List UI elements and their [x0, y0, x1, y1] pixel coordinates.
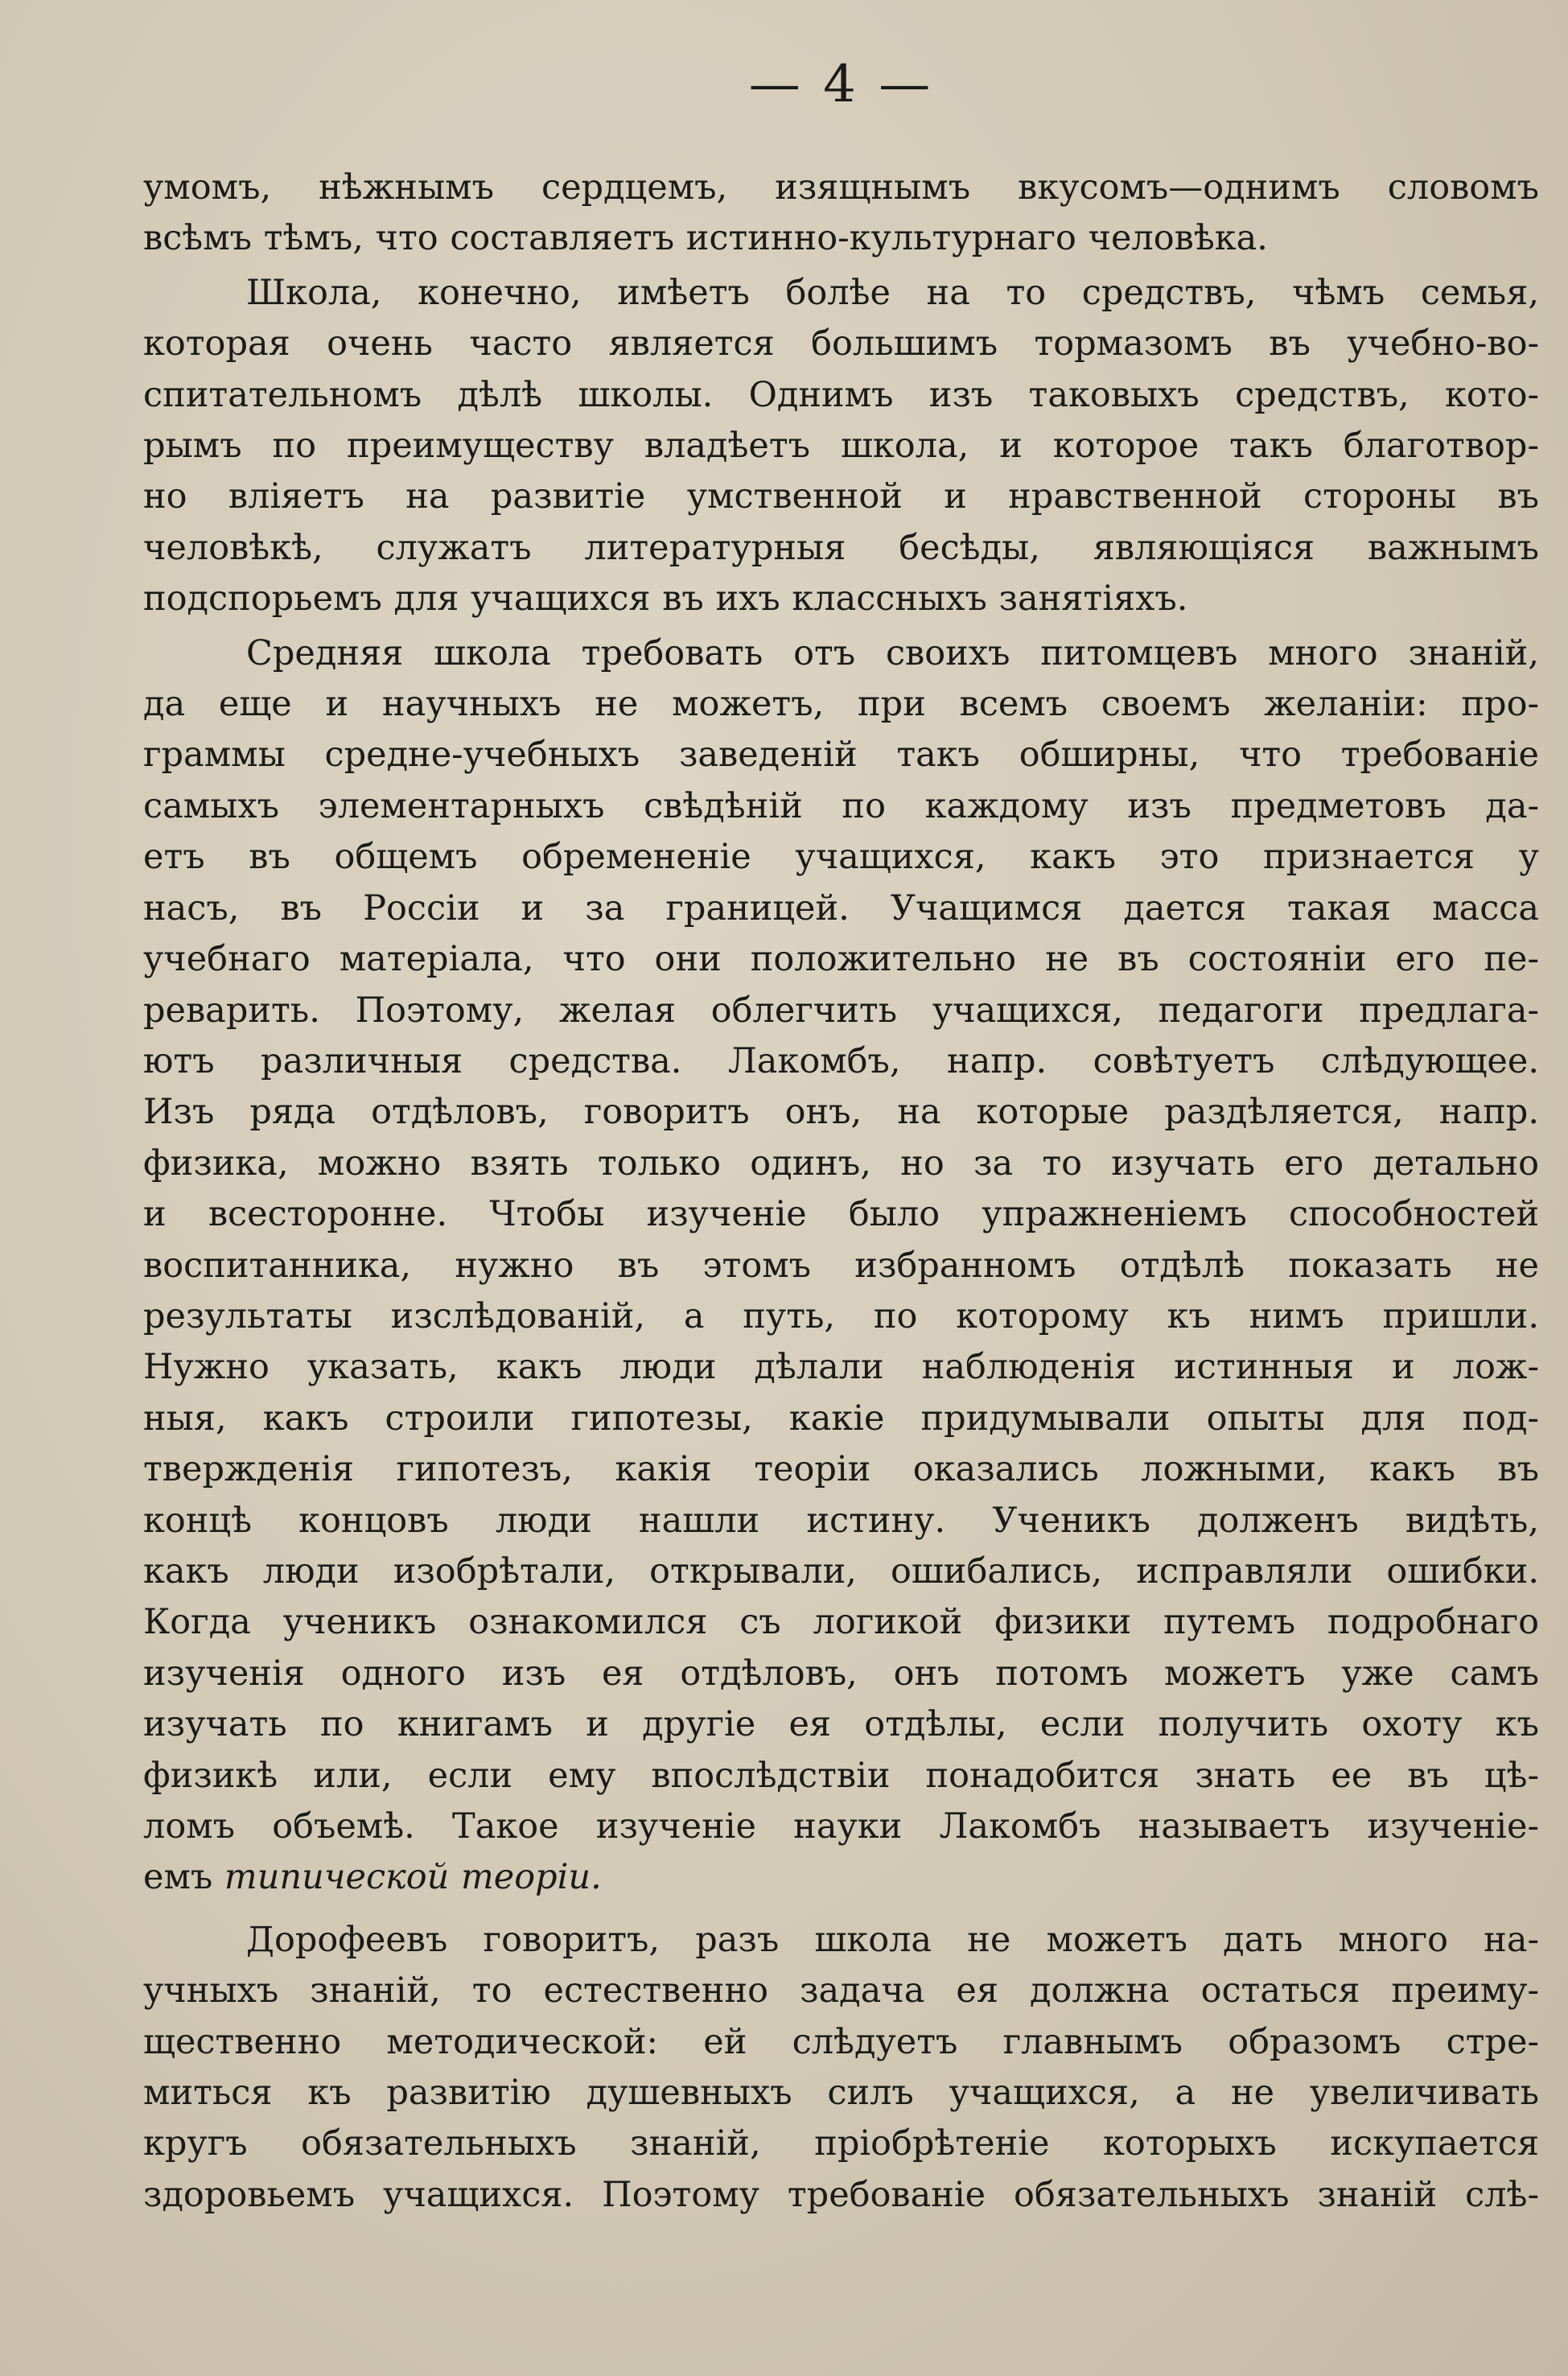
text-line: физикѣ или, если ему впослѣдствіи понадобится знать ее въ цѣ-: [143, 1755, 1539, 1796]
text-line: Дорофеевъ говоритъ, разъ школа не можетъ дать много на-: [246, 1919, 1539, 1960]
text-line: которая очень часто является большимъ тормазомъ въ учебно-во-: [143, 323, 1539, 364]
text-line: изученія одного изъ ея отдѣловъ, онъ потомъ можетъ уже самъ: [143, 1653, 1539, 1694]
text-line: воспитанника, нужно въ этомъ избранномъ отдѣлѣ показать не: [143, 1245, 1539, 1286]
paragraph-4: [143, 1915, 1539, 2221]
paragraph-1: [143, 163, 1539, 265]
text-line: Изъ ряда отдѣловъ, говоритъ онъ, на которые раздѣляется, напр.: [143, 1092, 1539, 1133]
text-line: результаты изслѣдованій, а путь, по которому къ нимъ пришли.: [143, 1295, 1539, 1336]
text-line: учныхъ знаній, то естественно задача ея должна остаться преиму-: [143, 1970, 1539, 2012]
text-line: ныя, какъ строили гипотезы, какіе придумывали опыты для под-: [143, 1398, 1539, 1439]
text-line: умомъ, нѣжнымъ сердцемъ, изящнымъ вкусомъ—однимъ словомъ: [143, 167, 1539, 208]
text-line: и всесторонне. Чтобы изученіе было упражненіемъ способностей: [143, 1194, 1539, 1235]
text-line: [143, 1852, 1539, 1903]
text-line: здоровьемъ учащихся. Поэтому требованіе обязательныхъ знаній слѣ-: [143, 2174, 1539, 2215]
text-line: Нужно указать, какъ люди дѣлали наблюденія истинныя и лож-: [143, 1347, 1539, 1388]
text-line: кругъ обязательныхъ знаній, пріобрѣтеніе которыхъ искупается: [143, 2123, 1539, 2164]
text-line: да еще и научныхъ не можетъ, при всемъ своемъ желаніи: про-: [143, 684, 1539, 725]
text-line: человѣкѣ, служатъ литературныя бесѣды, являющіяся важнымъ: [143, 527, 1539, 568]
text-line: Школа, конечно, имѣетъ болѣе на то средствъ, чѣмъ семья,: [246, 272, 1539, 313]
text-line: ютъ различныя средства. Лакомбъ, напр. совѣтуетъ слѣдующее.: [143, 1040, 1539, 1081]
text-line: но вліяетъ на развитіе умственной и нравственной стороны въ: [143, 476, 1539, 517]
text-line: ломъ объемѣ. Такое изученіе науки Лакомбъ называетъ изученіе-: [143, 1806, 1539, 1847]
text-line: Средняя школа требовать отъ своихъ питомцевъ много знаній,: [246, 632, 1539, 673]
text-line: насъ, въ Россіи и за границей. Учащимся дается такая масса: [143, 887, 1539, 929]
text-line: реварить. Поэтому, желая облегчить учащихся, педагоги предлага-: [143, 990, 1539, 1031]
text-line: подспорьемъ для учащихся въ ихъ классныхъ занятіяхъ.: [143, 579, 1188, 620]
text-line: етъ въ общемъ обремененіе учащихся, какъ это признается у: [143, 837, 1539, 878]
text-line: граммы средне-учебныхъ заведеній такъ обширны, что требованіе: [143, 735, 1539, 776]
text-line: физика, можно взять только одинъ, но за то изучать его детально: [143, 1143, 1539, 1184]
text-line: изучать по книгамъ и другіе ея отдѣлы, если получить охоту къ: [143, 1704, 1539, 1745]
text-line: какъ люди изобрѣтали, открывали, ошибались, исправляли ошибки.: [143, 1550, 1539, 1592]
page-number: — 4 —: [748, 55, 934, 114]
text-line: всѣмъ тѣмъ, что составляетъ истинно-культурнаго человѣка.: [143, 218, 1268, 259]
paragraph-3: [143, 628, 1539, 1904]
text-line: миться къ развитію душевныхъ силъ учащихся, а не увеличивать: [143, 2073, 1539, 2114]
text-line: твержденія гипотезъ, какія теоріи оказались ложными, какъ въ: [143, 1449, 1539, 1490]
text-line: рымъ по преимуществу владѣетъ школа, и которое такъ благотвор-: [143, 426, 1539, 467]
text-line: спитательномъ дѣлѣ школы. Однимъ изъ таковыхъ средствъ, кото-: [143, 374, 1539, 415]
book-page: [143, 48, 1539, 2221]
text-line: самыхъ элементарныхъ свѣдѣній по каждому изъ предметовъ да-: [143, 785, 1539, 826]
text-line: Когда ученикъ ознакомился съ логикой физики путемъ подробнаго: [143, 1602, 1539, 1643]
paragraph-2: [143, 268, 1539, 625]
text-line-plain: емъ: [143, 1857, 224, 1898]
text-line: щественно методической: ей слѣдуетъ главнымъ образомъ стре-: [143, 2021, 1539, 2062]
italic-term: типической теоріи.: [224, 1857, 602, 1898]
text-line: концѣ концовъ люди нашли истину. Ученикъ долженъ видѣть,: [143, 1500, 1539, 1541]
text-line: учебнаго матеріала, что они положительно не въ состояніи его пе-: [143, 939, 1539, 980]
